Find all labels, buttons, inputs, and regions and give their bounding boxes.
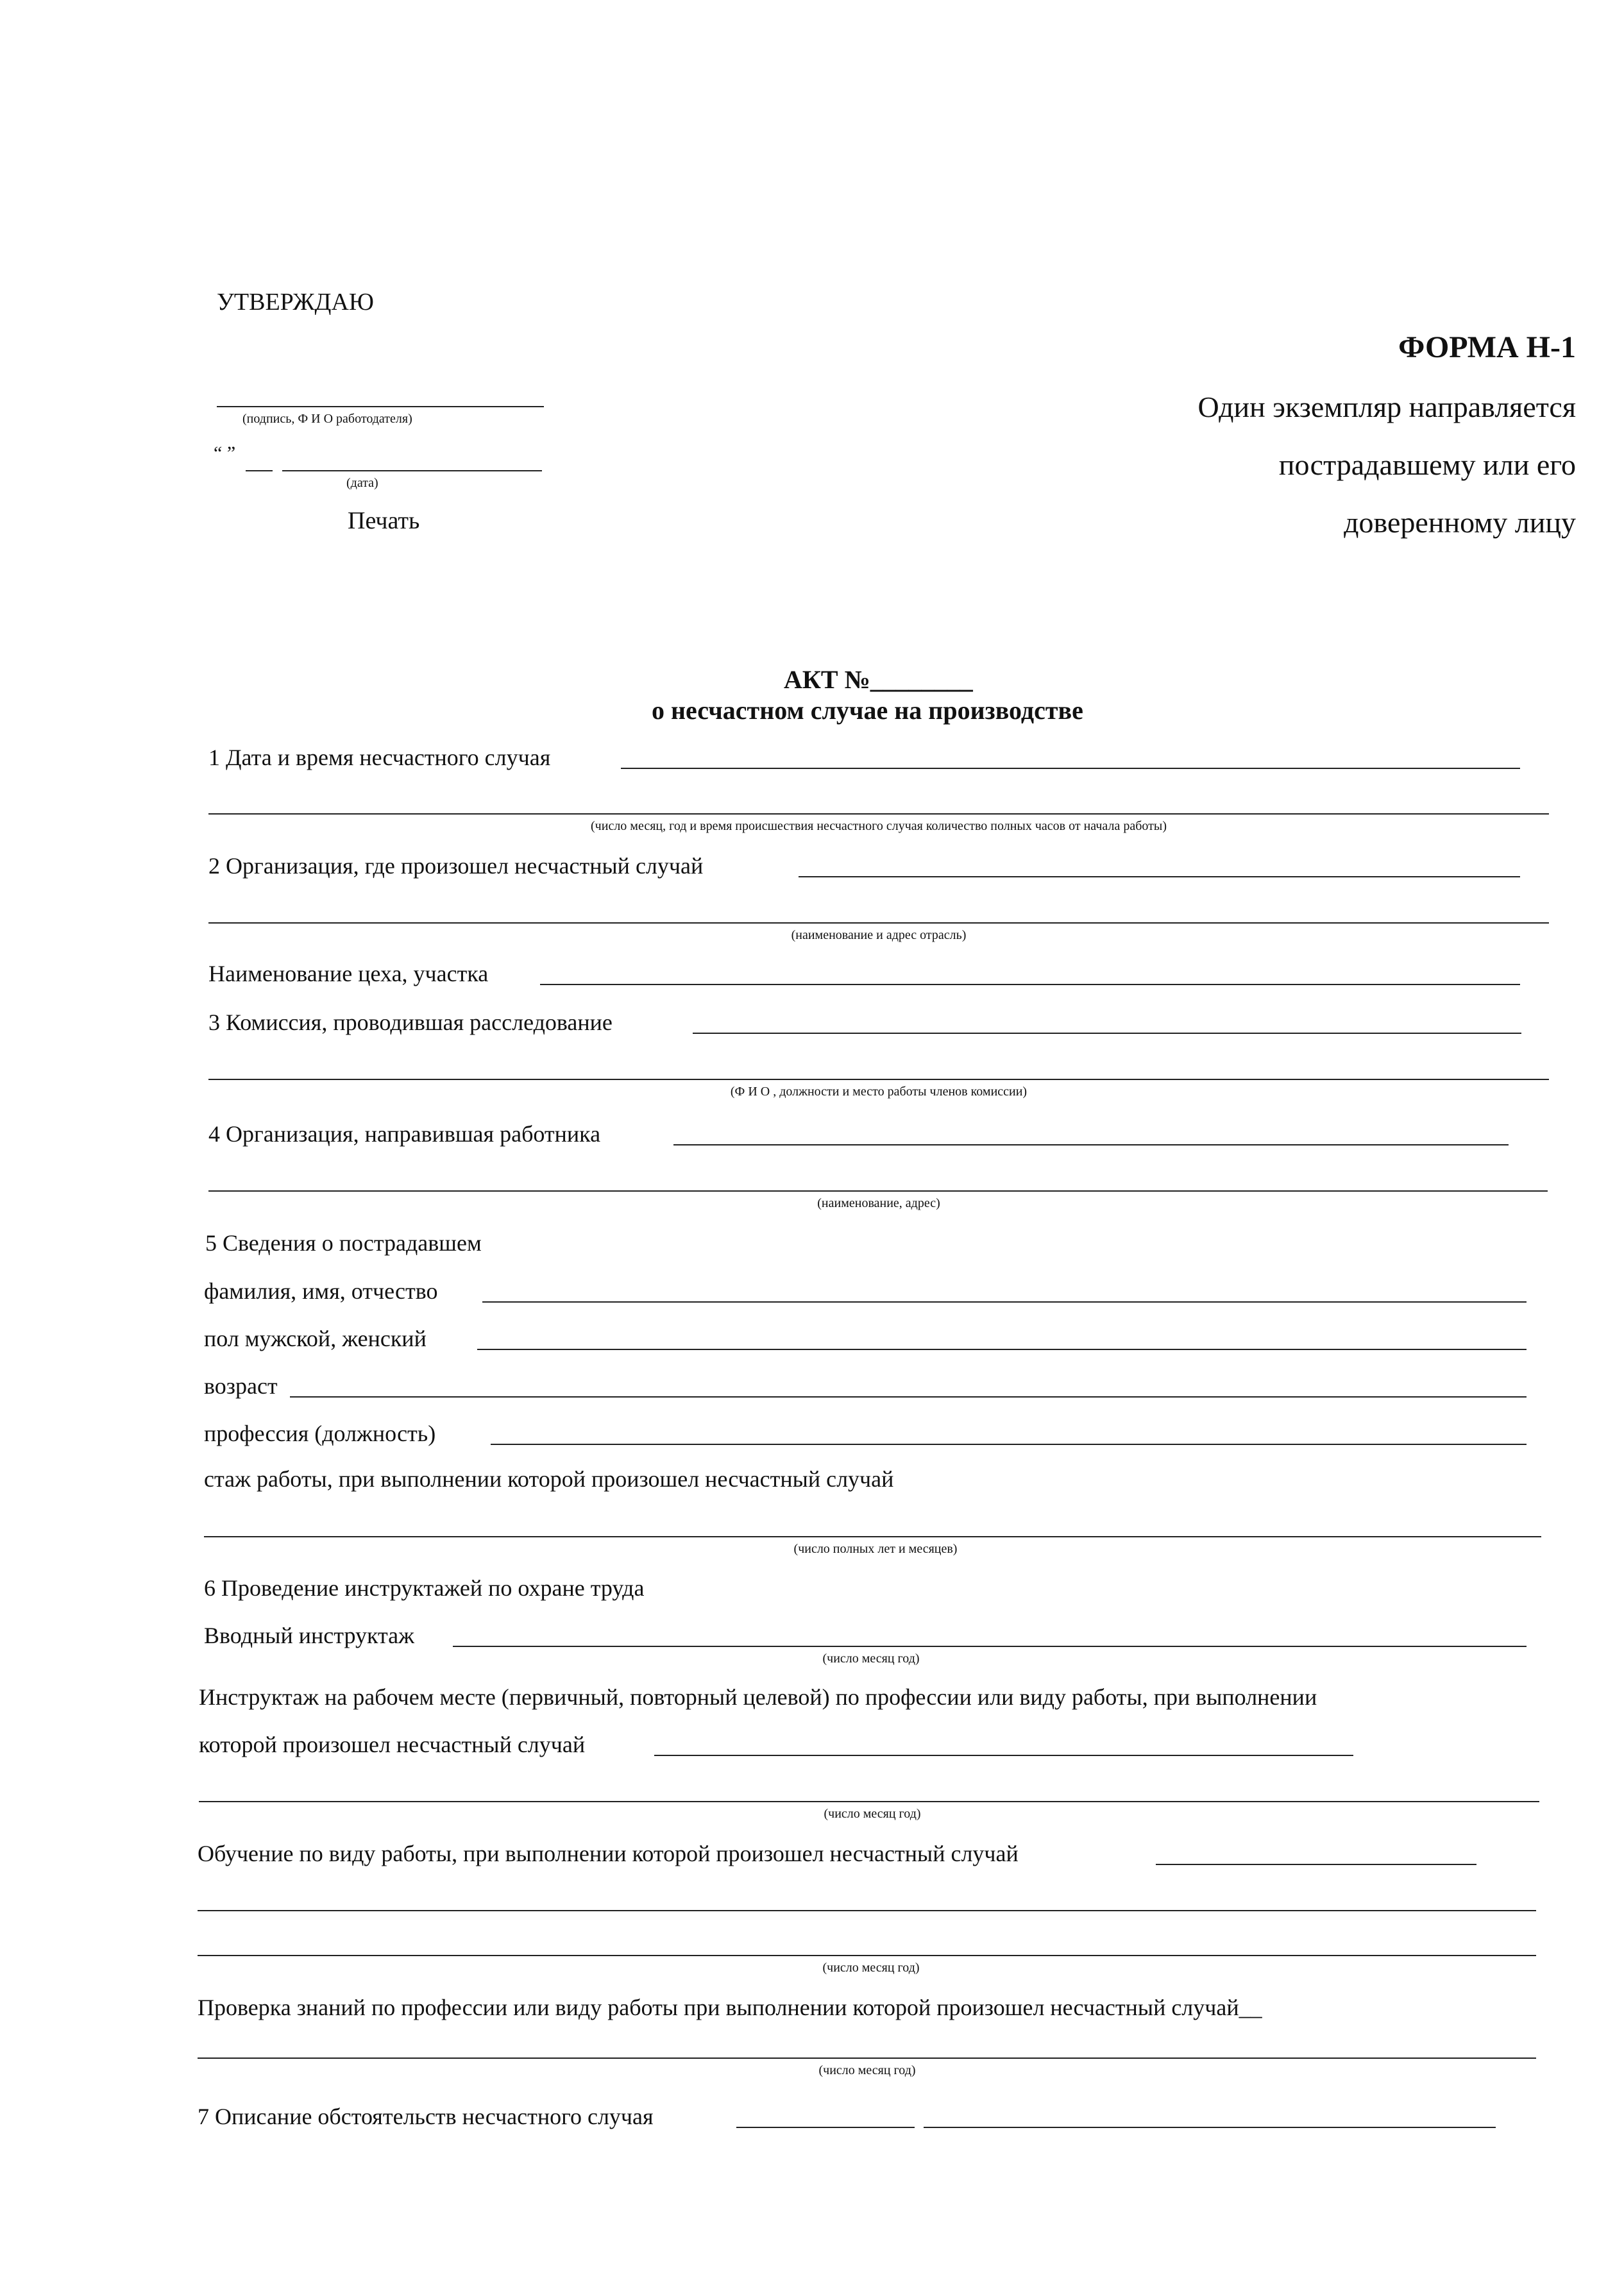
field-2-line[interactable] — [799, 876, 1520, 877]
signature-line[interactable] — [217, 406, 544, 407]
field-2-label: 2 Организация, где произошел несчастный случай — [208, 853, 704, 879]
field-1-line-2[interactable] — [208, 813, 1549, 815]
form-note-line-1: Один экземпляр направляется — [1197, 391, 1576, 423]
field-3-line[interactable] — [693, 1033, 1521, 1034]
sex-label: пол мужской, женский — [204, 1326, 427, 1351]
profession-label: профессия (должность) — [204, 1421, 436, 1446]
field-2-line-2[interactable] — [208, 922, 1549, 924]
field-4-line-2[interactable] — [208, 1190, 1548, 1192]
experience-line[interactable] — [204, 1536, 1541, 1537]
field-6-label: 6 Проведение инструктажей по охране труда — [204, 1575, 645, 1601]
field-2-caption: (наименование и адрес отрасль) — [791, 928, 967, 942]
age-line[interactable] — [290, 1396, 1527, 1398]
intro-briefing-label: Вводный инструктаж — [204, 1623, 415, 1648]
experience-caption: (число полных лет и месяцев) — [793, 1542, 958, 1556]
field-1-label: 1 Дата и время несчастного случая — [208, 745, 551, 770]
workplace-briefing-line[interactable] — [654, 1755, 1353, 1756]
workplace-briefing-label-1: Инструктаж на рабочем месте (первичный, повторный целевой) по профессии или виду работы, при выполнении — [199, 1684, 1317, 1710]
fullname-label: фамилия, имя, отчество — [204, 1278, 438, 1304]
form-note-line-2: пострадавшему или его — [1278, 448, 1576, 481]
training-line-2[interactable] — [198, 1910, 1536, 1911]
date-caption: (дата) — [346, 476, 378, 490]
stamp-label: Печать — [348, 507, 420, 534]
training-line-3[interactable] — [198, 1955, 1536, 1956]
field-4-line[interactable] — [673, 1144, 1509, 1145]
age-label: возраст — [204, 1373, 278, 1399]
training-label: Обучение по виду работы, при выполнении которой произошел несчастный случай — [198, 1841, 1019, 1866]
field-7-label: 7 Описание обстоятельств несчастного случая — [198, 2104, 654, 2129]
date-line[interactable] — [282, 470, 542, 471]
workplace-briefing-line-2[interactable] — [199, 1801, 1539, 1802]
date-day-line[interactable] — [246, 470, 273, 471]
date-quote-marks: “ ” — [214, 443, 236, 464]
training-line[interactable] — [1156, 1864, 1476, 1865]
fullname-line[interactable] — [482, 1301, 1527, 1303]
act-title: АКТ №________ — [784, 665, 973, 694]
field-4-label: 4 Организация, направившая работника — [208, 1121, 601, 1147]
field-3-caption: (Ф И О , должности и место работы членов комиссии) — [730, 1085, 1028, 1099]
field-3-line-2[interactable] — [208, 1079, 1549, 1080]
intro-briefing-caption: (число месяц год) — [822, 1652, 920, 1666]
workplace-briefing-label-2: которой произошел несчастный случай — [199, 1732, 586, 1757]
knowledge-check-line[interactable] — [198, 2058, 1536, 2059]
training-caption: (число месяц год) — [822, 1961, 920, 1975]
profession-line[interactable] — [491, 1444, 1527, 1445]
sex-line[interactable] — [477, 1349, 1527, 1350]
workshop-line[interactable] — [540, 984, 1520, 985]
field-3-label: 3 Комиссия, проводившая расследование — [208, 1010, 613, 1035]
field-1-line[interactable] — [621, 768, 1520, 769]
knowledge-check-label: Проверка знаний по профессии или виду работы при выполнении которой произошел несчастный случай__ — [198, 1995, 1262, 2020]
form-note-line-3: доверенному лицу — [1344, 506, 1576, 539]
approve-heading: УТВЕРЖДАЮ — [217, 289, 374, 316]
field-7-line[interactable] — [736, 2127, 915, 2128]
field-1-caption: (число месяц, год и время происшествия несчастного случая количество полных часов от начала работы) — [591, 819, 1167, 833]
workplace-briefing-caption: (число месяц год) — [824, 1807, 921, 1821]
knowledge-check-caption: (число месяц год) — [818, 2063, 916, 2077]
signature-caption: (подпись, Ф И О работодателя) — [242, 412, 412, 426]
experience-label: стаж работы, при выполнении которой произошел несчастный случай — [204, 1466, 894, 1492]
workshop-label: Наименование цеха, участка — [208, 961, 489, 986]
field-7-line-2[interactable] — [924, 2127, 1496, 2128]
act-subtitle: о несчастном случае на производстве — [652, 696, 1083, 725]
form-code: ФОРМА Н-1 — [1398, 330, 1576, 364]
field-5-label: 5 Сведения о пострадавшем — [205, 1230, 482, 1256]
intro-briefing-line[interactable] — [453, 1646, 1527, 1647]
field-4-caption: (наименование, адрес) — [817, 1196, 940, 1210]
